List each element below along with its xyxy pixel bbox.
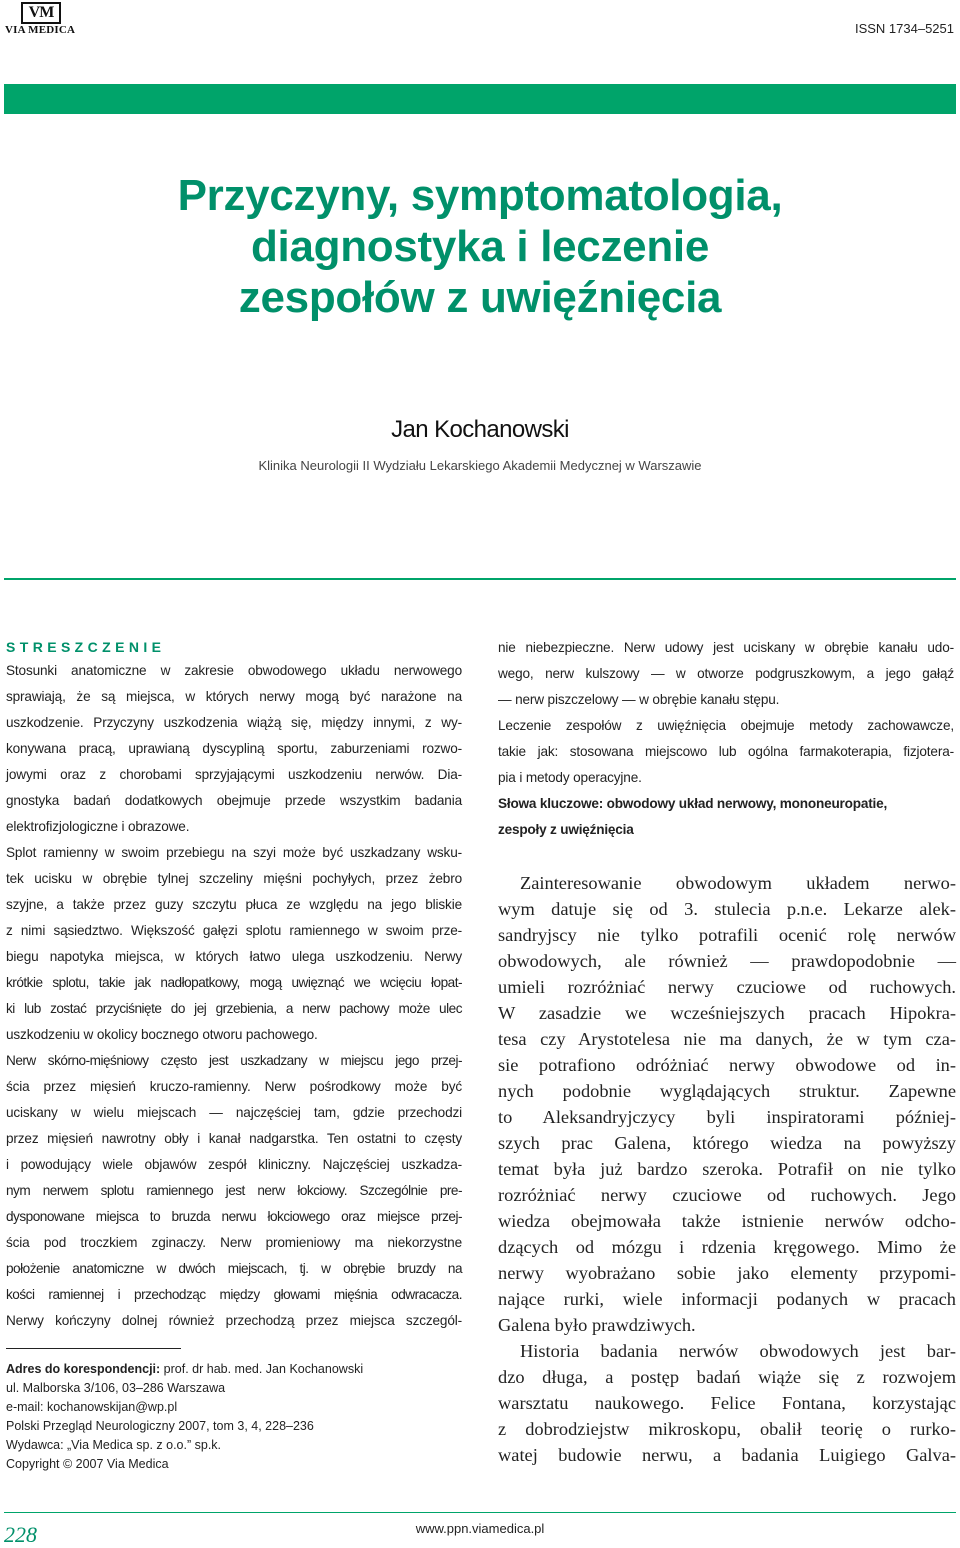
text-line: obwodowych, ale również — prawdopodobnie — [498,951,956,971]
text-line: dzących od mózgu i rdzenia kręgowego. Mimo że [498,1237,956,1257]
issn-label: ISSN 1734–5251 [854,21,954,36]
text-line: tek ucisku w obrębie tylnej szczeliny mięśni pochyłych, przez żebro [6,871,462,886]
text-line: pia i metody operacyjne. [498,770,642,785]
body-paragraph [498,870,956,1338]
text-line: wym datuje się od 3. stulecia p.n.e. Lekarze alek- [498,899,956,919]
text-line: watej budowie nerwu, a badania Luigiego Galva- [498,1445,956,1465]
keywords [498,791,954,843]
copyright-line: Copyright © 2007 Via Medica [6,1457,169,1471]
text-line: szych prac Galena, którego wiedza na powyższy [498,1133,956,1153]
text-line: z dobrodziejstw mikroskopu, obalił teorię o rurko- [498,1419,956,1439]
abstract-continued-text [498,635,954,791]
text-line: ścia pod troczkiem zginaczy. Nerw promieniowy ma niekorzystne [6,1235,462,1250]
text-line: sie potrafiono odróżniać nerwy obwodowe od in- [498,1055,956,1075]
text-line: takie jak: stosowana miejscowo lub ogólna farmakoterapia, fizjotera- [498,744,954,759]
text-line: nie niebezpieczne. Nerw udowy jest uciskany w obrębie kanału udo- [498,640,954,655]
text-line: Splot ramienny w swoim przebiegu na szyi może być uszkadzany wsku- [6,845,462,860]
text-line: elektrofizjologiczne i obrazowe. [6,819,190,834]
text-line: gnostyka badań dodatkowych obejmuje przede wszystkim badania [6,793,462,808]
publisher-logo [5,2,77,38]
correspondence-email: e-mail: kochanowskijan@wp.pl [6,1400,178,1414]
text-line: Historia badania nerwów obwodowych jest bar- [520,1341,956,1361]
abstract-heading: STRESZCZENIE [6,639,166,655]
text-line: wego, nerw kulszowy — w otworze podgruszkowym, a jego gałąź [498,666,954,681]
text-line: warsztatu naukowego. Felice Fontana, korzystając [498,1393,956,1413]
text-line: uszkodzenie. Przyczyny uszkodzenia wiążą się, między innymi, z wy- [6,715,462,730]
text-line: jowymi oraz z chorobami sprzyjającymi uszkodzeniu nerwów. Dia- [6,767,462,782]
text-line: nym nerwem splotu ramiennego jest nerw łokciowy. Szczególnie pre- [6,1183,462,1198]
text-line: nające rurki, wiele informacji podanych w pracach [498,1289,956,1309]
abstract-continuation [498,635,954,843]
text-line: Nerw skórno-mięśniowy często jest uszkadzany w miejscu jego przej- [6,1053,462,1068]
text-line: kości ramiennej i przechodząc między głowami mięśnia odwracacza. [6,1287,462,1302]
text-line: W zasadzie we wcześniejszych pracach Hipokra- [498,1003,956,1023]
text-line: temat była już bardzo szeroka. Potrafił on nie tylko [498,1159,956,1179]
publisher-line: Wydawca: „Via Medica sp. z o.o.” sp.k. [6,1438,222,1452]
text-line: — nerw piszczelowy — w obrębie kanału stępu. [498,692,780,707]
text-line: dzo długa, a postęp badań wiąże się z rozwojem [498,1367,956,1387]
text-line: biegu napotyka miejsca, w których łatwo ulega uszkodzeniu. Nerwy [6,949,462,964]
text-line: i powodujący wiele objawów zespół kliniczny. Najczęściej uszkadza- [6,1157,462,1172]
text-line: konywana pracą, uprawianą dyscypliną sportu, zaburzeniami rozwo- [6,741,462,756]
text-line: zespoły z uwięźnięcia [498,822,634,837]
article-body [498,870,956,1468]
section-divider [4,578,956,580]
abstract [6,636,462,1334]
correspondence-label: Adres do korespondencji: [6,1362,161,1376]
text-line: szyjne, a także przez guzy szczytu płuca ze względu na jego bliskie [6,897,462,912]
text-line: położenie anatomiczne w dwóch miejscach, tj. w obrębie bruzdy na [6,1261,462,1276]
journal-citation: Polski Przegląd Neurologiczny 2007, tom 3, 4, 228–236 [6,1419,314,1433]
text-line: ścia przez mięsień kruczo-ramienny. Nerw pośrodkowy może być [6,1079,462,1094]
logo-mark: VM [21,2,61,24]
text-line: uciskany w wielu miejscach — najczęściej tam, gdzie przechodzi [6,1105,462,1120]
footer-divider [4,1512,956,1513]
text-line: Galena było prawdziwych. [498,1315,696,1335]
correspondence-footnote [6,1360,476,1474]
text-line: rozróżniać nerwy czuciowe od ruchowych. Jego [498,1185,956,1205]
text-line: tesa czy Arystotelesa nie ma danych, że w tym cza- [498,1029,956,1049]
correspondence-name: prof. dr hab. med. Jan Kochanowski [160,1362,364,1376]
author-name: Jan Kochanowski [391,416,569,443]
title-line: Przyczyny, symptomatologia, [177,171,783,220]
text-line: Zainteresowanie obwodowym układem nerwo- [520,873,956,893]
text-line: Stosunki anatomiczne w zakresie obwodowego układu nerwowego [6,663,462,678]
footnote-divider [6,1348,181,1349]
author-affiliation: Klinika Neurologii II Wydziału Lekarskiego Akademii Medycznej w Warszawie [258,458,702,473]
text-line: wiedza obejmowała także istnienie nerwów odcho- [498,1211,956,1231]
correspondence-line [6,1360,476,1379]
text-line: krótkie splotu, takie jak nadłopatkowy, mogą uwięznąć we wcięciu łopat- [6,975,462,990]
abstract-text [6,658,462,1334]
text-line: Leczenie zespołów z uwięźnięcia obejmuje metody zachowawcze, [498,718,954,733]
text-line: umieli rozróżniać nerwy czuciowe od ruchowych. [498,977,956,997]
body-paragraph [498,1338,956,1468]
text-line: uszkodzeniu w okolicy bocznego otworu pachowego. [6,1027,318,1042]
page-number: 228 [4,1522,37,1547]
text-line: nych podobnie wyglądających struktur. Zapewne [498,1081,956,1101]
journal-url: www.ppn.viamedica.pl [415,1521,545,1536]
title-line: diagnostyka i leczenie [250,222,710,271]
title-line: zespołów z uwięźnięcia [238,273,722,322]
text-line: dysponowane miejsca to bruzda nerwu łokciowego oraz miejsce przej- [6,1209,462,1224]
text-line: Słowa kluczowe: obwodowy układ nerwowy, mononeuropatie, [498,796,888,811]
correspondence-address: ul. Malborska 3/106, 03–286 Warszawa [6,1381,226,1395]
text-line: z nimi sąsiedztwo. Większość gałęzi splotu ramiennego w swoim prze- [6,923,462,938]
text-line: Nerwy kończyny dolnej również przechodzą przez miejsca szczegól- [6,1313,462,1328]
header-color-band [4,84,956,114]
text-line: sandryjscy nie tylko potrafili ocenić rolę nerwów [498,925,956,945]
text-line: to Aleksandryjczycy byli inspiratorami później- [498,1107,956,1127]
text-line: nerwy wyobrażano sobie jako elementy przypomi- [498,1263,956,1283]
text-line: przez mięsień nawrotny obły i kanał nadgarstka. Ten ostatni to częsty [6,1131,462,1146]
text-line: ki lub zostać przyciśnięte do jej grzebienia, a nerw pachowy może ulec [6,1001,462,1016]
logo-wordmark: VIA MEDICA [5,24,76,36]
article-title [0,170,960,323]
text-line: sprawiają, że są miejsca, w których nerwy mogą być narażone na [6,689,462,704]
